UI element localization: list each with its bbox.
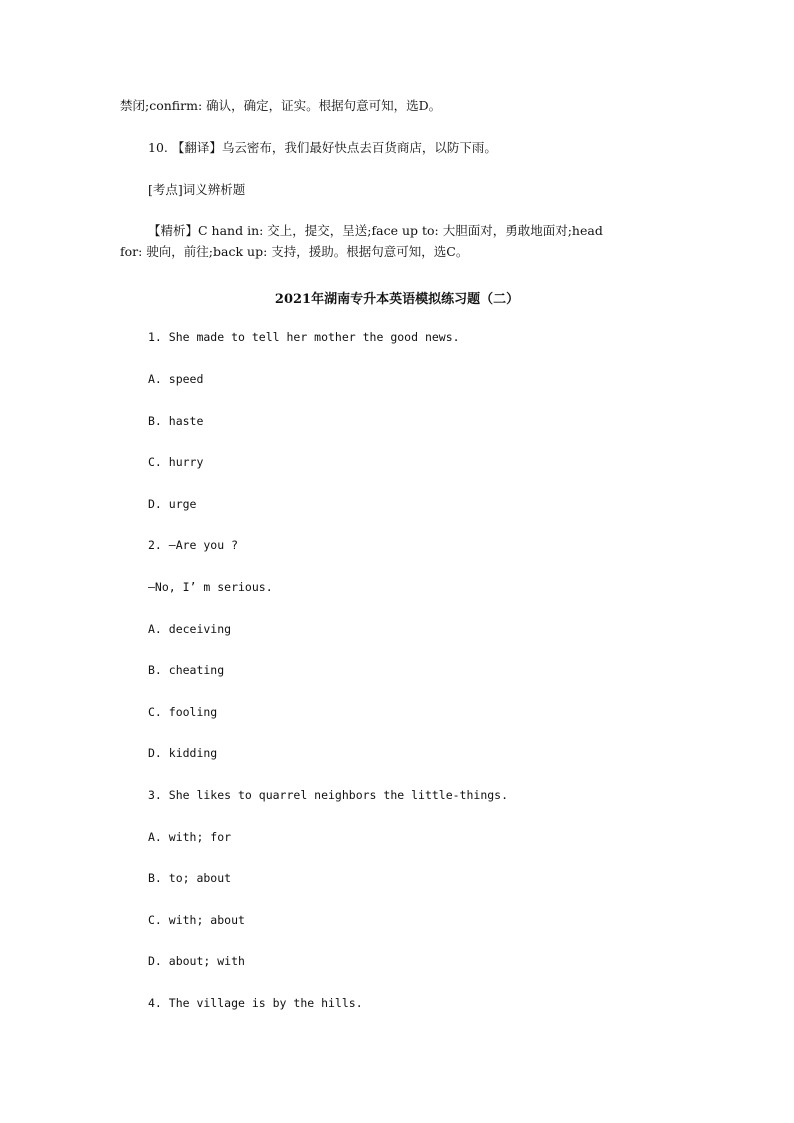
question-2-stem: 2. —Are you ?: [148, 538, 239, 552]
q10-exam-point: [考点]词义辨析题: [148, 182, 246, 197]
question-1-stem: 1. She made to tell her mother the good news.: [148, 330, 460, 344]
question-3-option-c: C. with; about: [148, 913, 245, 927]
question-1-option-b: B. haste: [148, 414, 204, 428]
question-3-option-b: B. to; about: [148, 871, 232, 885]
q10-analysis-line-2: for: 驶向，前往;back up: 支持，援助。根据句意可知，选C。: [120, 244, 469, 259]
question-2-option-a: A. deceiving: [148, 622, 232, 636]
question-3-stem: 3. She likes to quarrel neighbors the little-things.: [148, 788, 509, 802]
question-2-option-d: D. kidding: [148, 746, 218, 760]
question-1-option-c: C. hurry: [148, 455, 204, 469]
q10-translation: 10. 【翻译】乌云密布，我们最好快点去百货商店，以防下雨。: [148, 140, 497, 155]
q10-analysis-line-1: 【精析】C hand in: 交上，提交，呈送;face up to: 大胆面对，勇敢地面对;head: [148, 223, 603, 238]
question-3-option-a: A. with; for: [148, 830, 232, 844]
question-4-stem: 4. The village is by the hills.: [148, 996, 363, 1010]
question-3-option-d: D. about; with: [148, 954, 245, 968]
question-1-option-d: D. urge: [148, 497, 197, 511]
analysis-text-line: 禁闭;confirm: 确认，确定，证实。根据句意可知，选D。: [120, 98, 442, 113]
question-2-reply: —No, I’ m serious.: [148, 580, 273, 594]
question-1-option-a: A. speed: [148, 372, 204, 386]
question-2-option-b: B. cheating: [148, 663, 225, 677]
section-title: 2021年湖南专升本英语模拟练习题（二）: [274, 292, 520, 307]
question-2-option-c: C. fooling: [148, 705, 218, 719]
